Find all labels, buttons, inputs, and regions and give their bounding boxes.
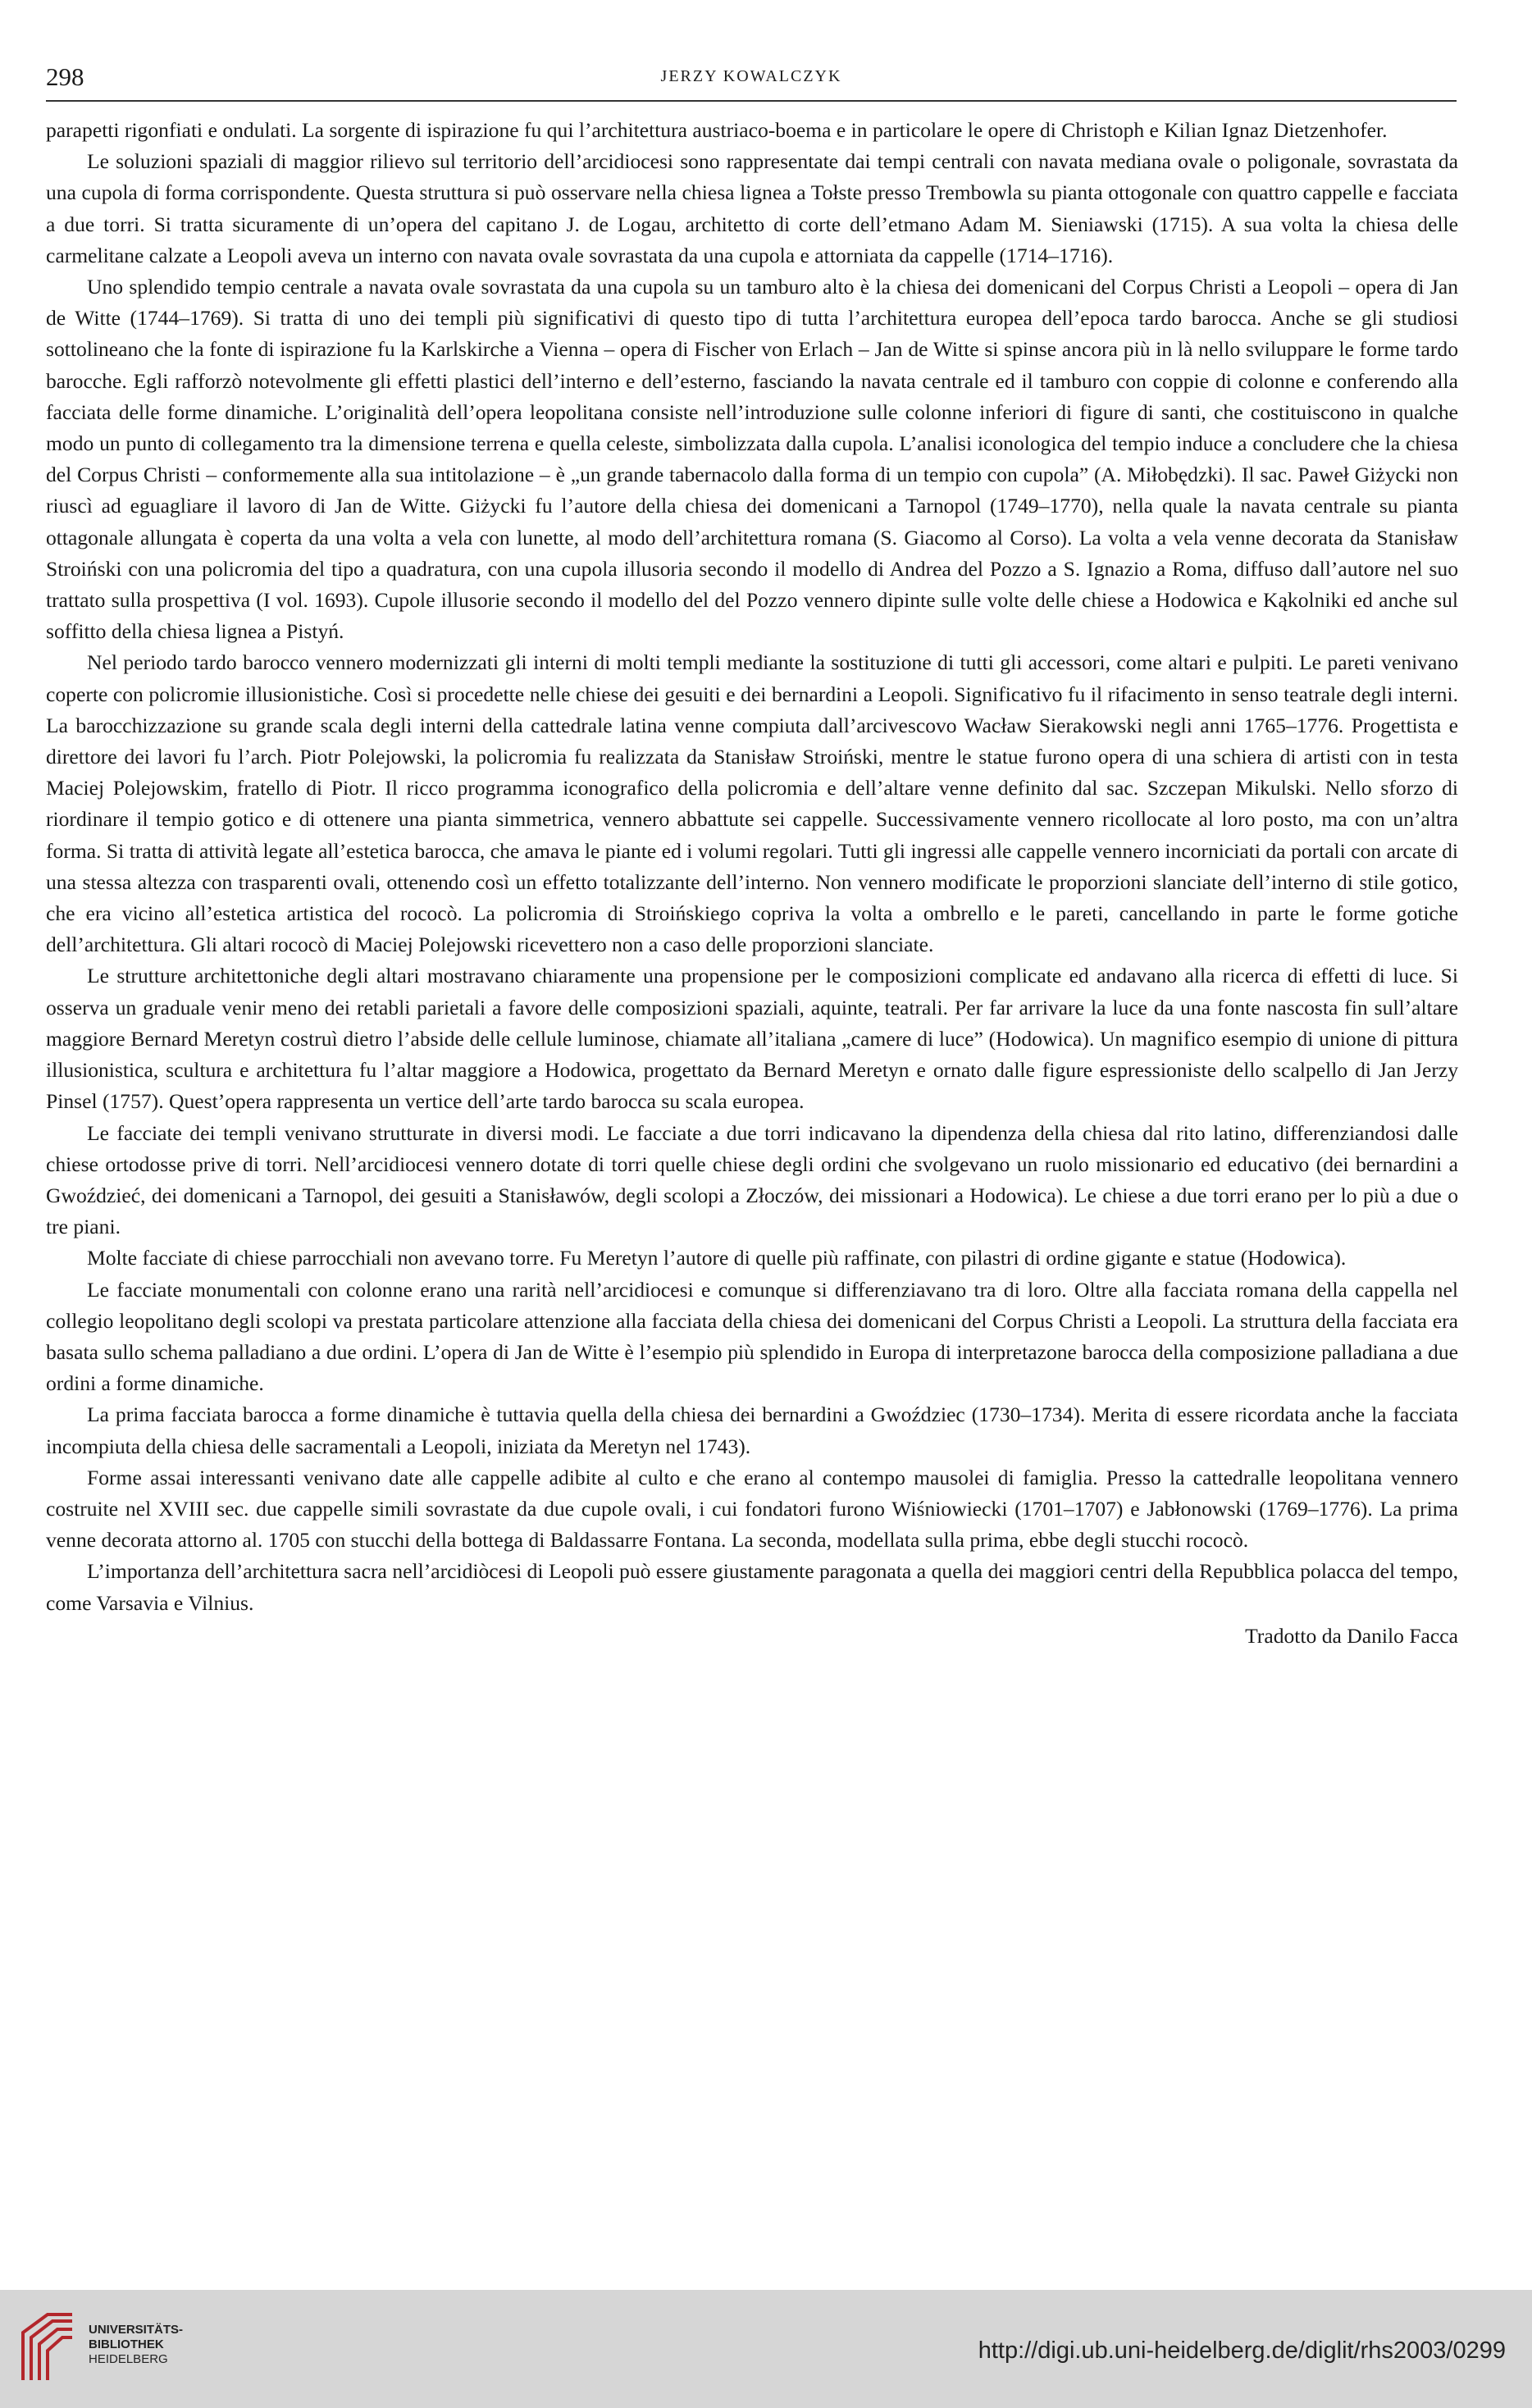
paragraph: L’importanza dell’architettura sacra nell’arcidiòcesi di Leopoli può essere giustamente paragonata a quella dei maggiori centri della Repubblica polacca del tempo, come Varsavia e Vilnius. (46, 1559, 1458, 1615)
page-header (46, 59, 1457, 102)
paragraph: La prima facciata barocca a forme dinamiche è tuttavia quella della chiesa dei bernardini a Gwoździec (1730–1734). Merita di essere ricordata anche la facciata incompiuta della chiesa delle sacramentali a Leopoli, iniziata da Meretyn nel 1743). (46, 1402, 1458, 1458)
paragraph: Le facciate monumentali con colonne erano una rarità nell’arcidiocesi e comunque si differenziavano tra di loro. Oltre alla facciata romana della cappella nel collegio leopolitano degli scolopi va prestata particolare attenzione alla facciata della chiesa dei domenicani del Corpus Christi a Leopoli. La struttura della facciata era basata sullo schema palladiano a due ordini. L’opera di Jan de Witte è l’esempio più splendido in Europa di interpretazone barocca della composizione palladiana a due ordini a forme dinamiche. (46, 1277, 1458, 1396)
running-head: JERZY KOWALCZYK (660, 67, 842, 85)
paragraph: Uno splendido tempio centrale a navata ovale sovrastata da una cupola su un tamburo alto è la chiesa dei domenicani del Corpus Christi a Leopoli – opera di Jan de Witte (1744–1769). Si tratta di uno dei templi più significativi di questo tipo di tutta l’architettura europea dell’epoca tardo barocca. Anche se gli studiosi sottolineano che la fonte di ispirazione fu la Karlskirche a Vienna – opera di Fischer von Erlach – Jan de Witte si spinse ancora più in là nello sviluppare le forme tardo barocche. Egli rafforzò notevolmente gli effetti plastici dell’interno e dell’esterno, fasciando la navata centrale ed il tamburo con coppie di colonne e conferendo alla facciata delle forme dinamiche. L’originalità dell’opera leopolitana consiste nell’introduzione sulle colonne inferiori di figure di santi, che costituiscono in qualche modo un punto di collegamento tra la dimensione terrena e quella celeste, simbolizzata dalla cupola. L’analisi iconologica del tempio induce a concludere che la chiesa del Corpus Christi – conformemente alla sua intitolazione – è „un grande tabernacolo dalla forma di un tempio con cupola” (A. Miłobędzki). Il sac. Paweł Giżycki non riuscì ad eguagliare il lavoro di Jan de Witte. Giżycki fu l’autore della chiesa dei domenicani a Tarnopol (1749–1770), nella quale la navata centrale su pianta ottagonale allungata è coperta da una volta a vela con lunette, al modo dell’architettura romana (S. Giacomo al Corso). La volta a vela venne decorata da Stanisław Stroiński con una policromia del tipo a quadratura, con una cupola illusoria secondo il modello di Andrea del Pozzo a S. Ignazio a Roma, diffuso dall’autore nel suo trattato sulla prospettiva (I vol. 1693). Cupole illusorie secondo il modello del del Pozzo vennero dipinte sulle volte delle chiese a Hodowica e Kąkolniki ed anche sul soffitto della chiesa lignea a Pistyń. (46, 275, 1458, 644)
heidelberg-library-logo-icon (15, 2308, 82, 2387)
paragraph: Le strutture architettoniche degli altari mostravano chiaramente una propensione per le composizioni complicate ed andavano alla ricerca di effetti di luce. Si osserva un graduale venir meno dei retabli parietali a favore delle composizioni spaziali, aquinte, teatrali. Per far arrivare la luce da una fonte nascosta fin sull’altare maggiore Bernard Meretyn costruì dietro l’abside delle cellule luminose, chiamate all’italiana „camere di luce” (Hodowica). Un magnifico esempio di unione di pittura illusionistica, scultura e architettura fu l’altar maggiore a Hodowica, progettato da Bernard Meretyn e ornato dalle figure espressioniste dello scalpello di Jan Jerzy Pinsel (1757). Quest’opera rappresenta un vertice dell’arte tardo barocca su scala europea. (46, 964, 1458, 1114)
library-name-line: HEIDELBERG (89, 2352, 168, 2366)
page-number: 298 (46, 62, 84, 91)
paragraph: parapetti rigonfiati e ondulati. La sorgente di ispirazione fu qui l’architettura austriaco-boema e in particolare le opere di Christoph e Kilian Ignaz Dietzenhofer. (46, 118, 1388, 142)
library-name-line: UNIVERSITÄTS- (89, 2323, 184, 2337)
paragraph: Nel periodo tardo barocco vennero modernizzati gli interni di molti templi mediante la sostituzione di tutti gli accessori, come altari e pulpiti. Le pareti venivano coperte con policromie illusionistiche. Così si procedette nelle chiese dei gesuiti e dei bernardini a Leopoli. Significativo fu il rifacimento in senso teatrale degli interni. La barocchizzazione su grande scala degli interni della cattedrale latina venne compiuta dall’arcivescovo Wacław Sierakowski negli anni 1765–1776. Progettista e direttore dei lavori fu l’arch. Piotr Polejowski, la policromia fu realizzata da Stanisław Stroiński, mentre le statue furono opera di una schiera di artisti con in testa Maciej Polejowskim, fratello di Piotr. Il ricco programma iconografico della policromia e dell’altare venne definito dal sac. Szczepan Mikulski. Nello sforzo di riordinare il tempio gotico e di ottenere una pianta simmetrica, vennero abbattute sei cappelle. Successivamente vennero ricollocate al loro posto, ma con un’altra forma. Si tratta di attività legate all’estetica barocca, che amava le piante ed i volumi regolari. Tutti gli ingressi alle cappelle vennero incorniciati da portali con arcate di una stessa altezza con trasparenti ovali, ottenendo così un effetto totalizzante dell’interno. Non vennero modificate le proporzioni slanciate dell’interno di stile gotico, che era vicino all’estetica artistica del rococò. La policromia di Stroińskiego copriva la volta a ombrello e le pareti, cancellando in parte le forme gotiche dell’architettura. Gli altari rococò di Maciej Polejowski ricevettero non a caso delle proporzioni slanciate. (46, 650, 1458, 957)
article-body (46, 115, 1458, 1652)
library-footer (0, 2290, 1532, 2408)
translator-credit: Tradotto da Danilo Facca (1245, 1623, 1458, 1648)
paragraph: Molte facciate di chiese parrocchiali non avevano torre. Fu Meretyn l’autore di quelle più raffinate, con pilastri di ordine gigante e statue (Hodowica). (87, 1246, 1347, 1270)
library-name (89, 2323, 183, 2367)
paragraph: Le facciate dei templi venivano strutturate in diversi modi. Le facciate a due torri indicavano la dipendenza della chiesa dal rito latino, differenziandosi dalle chiese ortodosse prive di torri. Nell’arcidiocesi vennero dotate di torri quelle chiese degli ordini che svolgevano un ruolo missionario ed educativo (dei bernardini a Gwoździeć, dei domenicani a Tarnopol, dei gesuiti a Stanisławów, degli scolopi a Złoczów, dei missionari a Hodowica). Le chiese a due torri erano per lo più a due o tre piani. (46, 1120, 1458, 1239)
paragraph: Le soluzioni spaziali di maggior rilievo sul territorio dell’arcidiocesi sono rappresentate dai tempi centrali con navata mediana ovale o poligonale, sovrastata da una cupola di forma corrispondente. Questa struttura si può osservare nella chiesa lignea a Tołste presso Trembowla su pianta ottogonale con quattro cappelle e facciata a due torri. Si tratta sicuramente di un’opera del capitano J. de Logau, architetto di corte dell’etmano Adam M. Sieniawski (1715). A sua volta la chiesa delle carmelitane calzate a Leopoli aveva un interno con navata ovale sovrastata da una cupola e attorniata da cappelle (1714–1716). (46, 149, 1458, 267)
paragraph: Forme assai interessanti venivano date alle cappelle adibite al culto e che erano al contempo mausolei di famiglia. Presso la cattedralle leopolitana vennero costruite nel XVIII sec. due cappelle simili sovrastate da due cupole ovali, i cui fondatori furono Wiśniowiecki (1701–1707) e Jabłonowski (1769–1776). La prima venne decorata attorno al. 1705 con stucchi della bottega di Baldassarre Fontana. La seconda, modellata sulla prima, ebbe degli stucchi rococò. (46, 1465, 1458, 1553)
library-name-line: BIBLIOTHEK (89, 2337, 164, 2351)
source-url[interactable]: http://digi.ub.uni-heidelberg.de/diglit/rhs2003/0299 (978, 2337, 1506, 2364)
